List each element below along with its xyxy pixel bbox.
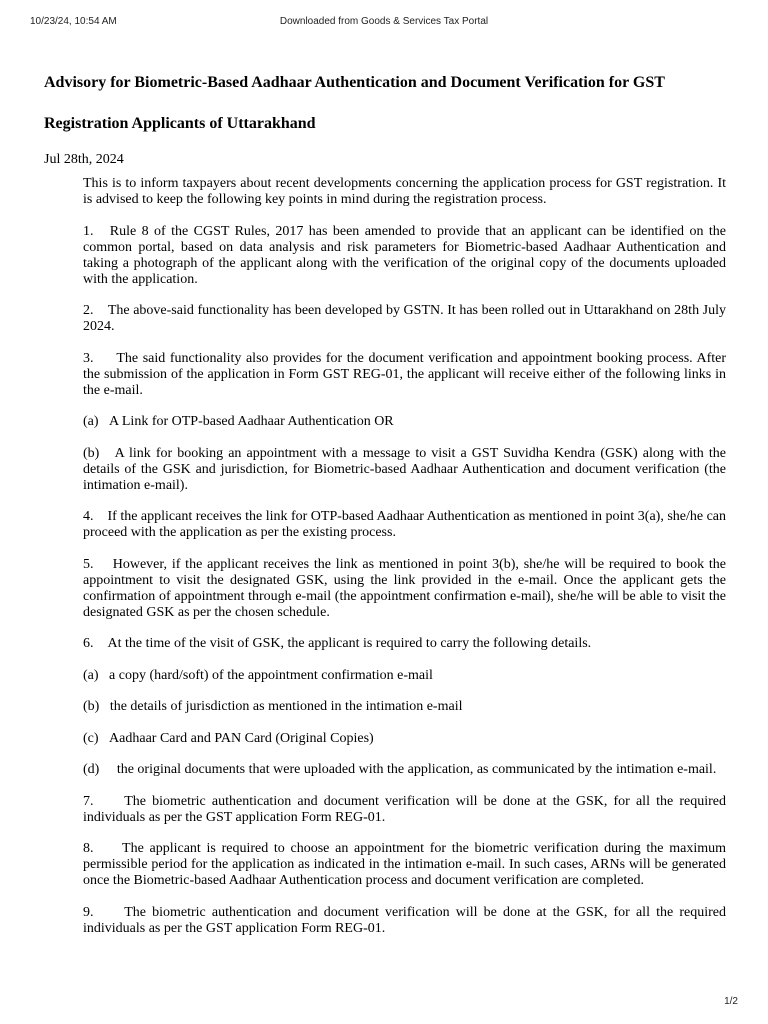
advisory-body: [44, 176, 726, 937]
print-timestamp: 10/23/24, 10:54 AM: [30, 16, 117, 27]
paragraph-5: 5. However, if the applicant receives the link as mentioned in point 3(b), she/he will be required to book the appointment to visit the designated GSK, using the link provided in the e-mail. Once the applicant gets the confirmation of appointment through e-mail (the appointment confirmation e-mail), she/he will be able to visit the designated GSK as per the chosen schedule.: [83, 556, 726, 620]
advisory-date: Jul 28th, 2024: [44, 152, 124, 167]
paragraph-6d: (d) the original documents that were uploaded with the application, as communicated by the intimation e-mail.: [83, 762, 717, 777]
print-source: Downloaded from Goods & Services Tax Portal: [279, 16, 489, 27]
paragraph-6: 6. At the time of the visit of GSK, the applicant is required to carry the following details.: [83, 636, 592, 651]
advisory-content: [44, 62, 726, 952]
paragraph-2: 2. The above-said functionality has been developed by GSTN. It has been rolled out in Uttarakhand on 28th July 2024.: [83, 303, 726, 334]
page-number: 1/2: [724, 996, 738, 1007]
paragraph-3b: (b) A link for booking an appointment with a message to visit a GST Suvidha Kendra (GSK) along with the details of the GSK and jurisdiction, for Biometric-based Aadhaar Authentication and document verification (the intimation e-mail).: [83, 445, 726, 493]
paragraph-9: 9. The biometric authentication and document verification will be done at the GSK, for all the required individuals as per the GST application Form REG-01.: [83, 904, 726, 936]
paragraph-6a: (a) a copy (hard/soft) of the appointment confirmation e-mail: [83, 667, 433, 683]
paragraph-3: 3. The said functionality also provides for the document verification and appointment booking process. After the submission of the application in Form GST REG-01, the applicant will receive either of the following links in the e-mail.: [83, 350, 726, 398]
paragraph-8: 8. The applicant is required to choose an appointment for the biometric verification during the maximum permissible period for the application as indicated in the intimation e-mail. In such cases, ARNs will be generated once the Biometric-based Aadhaar Authentication process and document verification are completed.: [83, 841, 726, 888]
paragraph-4: 4. If the applicant receives the link for OTP-based Aadhaar Authentication as mentioned in point 3(a), she/he can proceed with the application as per the existing process.: [83, 509, 727, 540]
paragraph-6c: (c) Aadhaar Card and PAN Card (Original Copies): [83, 730, 374, 746]
paragraph-1: 1. Rule 8 of the CGST Rules, 2017 has been amended to provide that an applicant can be identified on the common portal, based on data analysis and risk parameters for Biometric-based Aadhaar Authentication and taking a photograph of the applicant along with the verification of the original copy of the documents uploaded with the application.: [83, 223, 726, 287]
advisory-title: Advisory for Biometric-Based Aadhaar Authentication and Document Verification for GST Registration Applicants of Uttarakhand: [44, 74, 665, 132]
paragraph-3a: (a) A Link for OTP-based Aadhaar Authentication OR: [83, 414, 394, 429]
paragraph-intro: This is to inform taxpayers about recent developments concerning the application process for GST registration. It is advised to keep the following key points in mind during the registration process.: [83, 176, 726, 207]
paragraph-7: 7. The biometric authentication and document verification will be done at the GSK, for all the required individuals as per the GST application Form REG-01.: [83, 793, 726, 825]
paragraph-6b: (b) the details of jurisdiction as mentioned in the intimation e-mail: [83, 699, 463, 714]
